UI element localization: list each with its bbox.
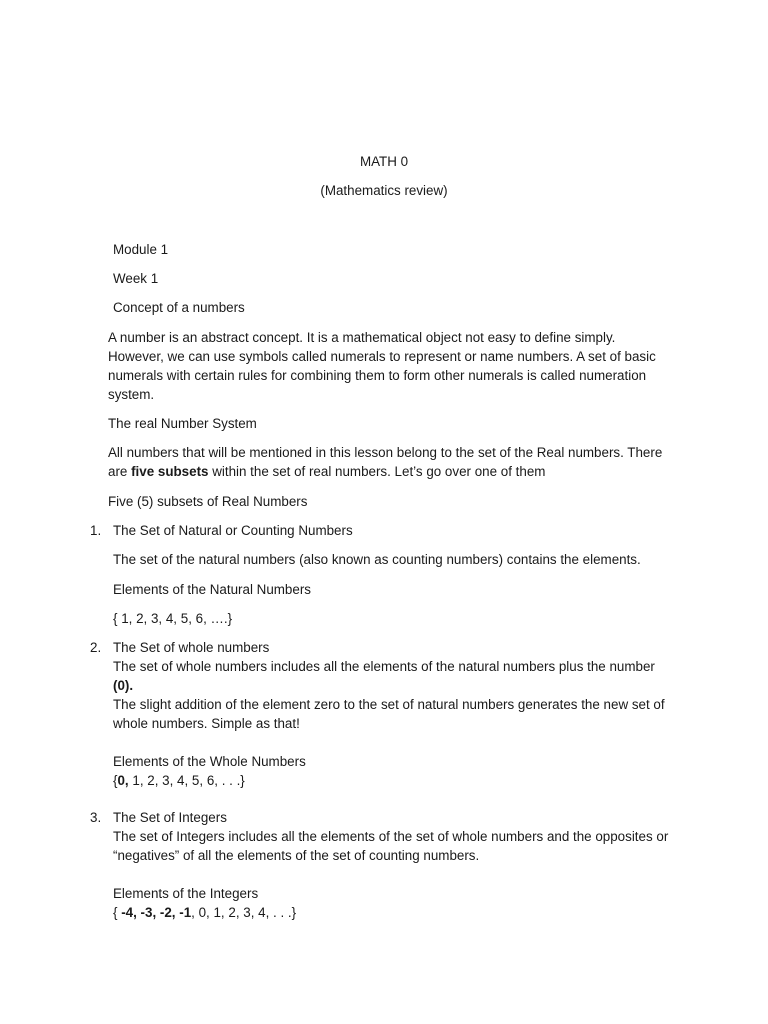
subsets-heading: Five (5) subsets of Real Numbers [108, 494, 308, 509]
week-label: Week 1 [113, 271, 159, 286]
text-span: , 0, 1, 2, 3, 4, . . .} [191, 905, 297, 920]
elements-set: { 1, 2, 3, 4, 5, 6, ….} [113, 611, 233, 626]
list-item-description: “negatives” of all the elements of the set of counting numbers. [113, 848, 480, 863]
intro-line: numerals with certain rules for combining them to form other numerals is called numeration [108, 368, 647, 383]
list-number: 1. [90, 523, 102, 538]
page-title: MATH 0 [359, 154, 409, 169]
list-item-title: The Set of whole numbers [113, 640, 270, 655]
text-span: 1, 2, 3, 4, 5, 6, . . .} [128, 773, 245, 788]
elements-label: Elements of the Whole Numbers [113, 754, 306, 769]
list-item-description: The slight addition of the element zero to the set of natural numbers generates the new set of [113, 697, 665, 712]
bold-text: (0). [113, 678, 134, 693]
list-item-title: The Set of Integers [113, 810, 227, 825]
elements-set [113, 903, 296, 922]
list-number: 3. [90, 810, 102, 825]
list-item-description: The set of Integers includes all the elements of the set of whole numbers and the opposites or [113, 829, 669, 844]
list-item-description: The set of the natural numbers (also known as counting numbers) contains the elements. [113, 552, 641, 567]
real-system-line: All numbers that will be mentioned in this lesson belong to the set of the Real numbers. There [108, 445, 663, 460]
text-span: { [113, 905, 122, 920]
bold-text: five subsets [131, 464, 209, 479]
list-item-description: whole numbers. Simple as that! [113, 716, 300, 731]
topic-label: Concept of a numbers [113, 300, 245, 315]
list-item-description: The set of whole numbers includes all the elements of the natural numbers plus the number [113, 659, 655, 674]
text-span: are [108, 464, 132, 479]
bold-text: -4, -3, -2, -1 [121, 905, 192, 920]
bold-text: 0, [117, 773, 129, 788]
text-span: { [113, 773, 118, 788]
bold-text [113, 676, 133, 695]
elements-set [113, 771, 245, 790]
module-label: Module 1 [113, 242, 169, 257]
text-span: within the set of real numbers. Let’s go over one of them [208, 464, 546, 479]
elements-label: Elements of the Natural Numbers [113, 582, 311, 597]
intro-line: A number is an abstract concept. It is a mathematical object not easy to define simply. [108, 330, 616, 345]
page-subtitle: (Mathematics review) [320, 183, 448, 198]
list-number: 2. [90, 640, 102, 655]
list-item-title: The Set of Natural or Counting Numbers [113, 523, 353, 538]
elements-label: Elements of the Integers [113, 886, 259, 901]
real-system-line [108, 462, 545, 481]
intro-line: However, we can use symbols called numerals to represent or name numbers. A set of basic [108, 349, 656, 364]
intro-line: system. [108, 387, 155, 402]
section-heading: The real Number System [108, 416, 257, 431]
